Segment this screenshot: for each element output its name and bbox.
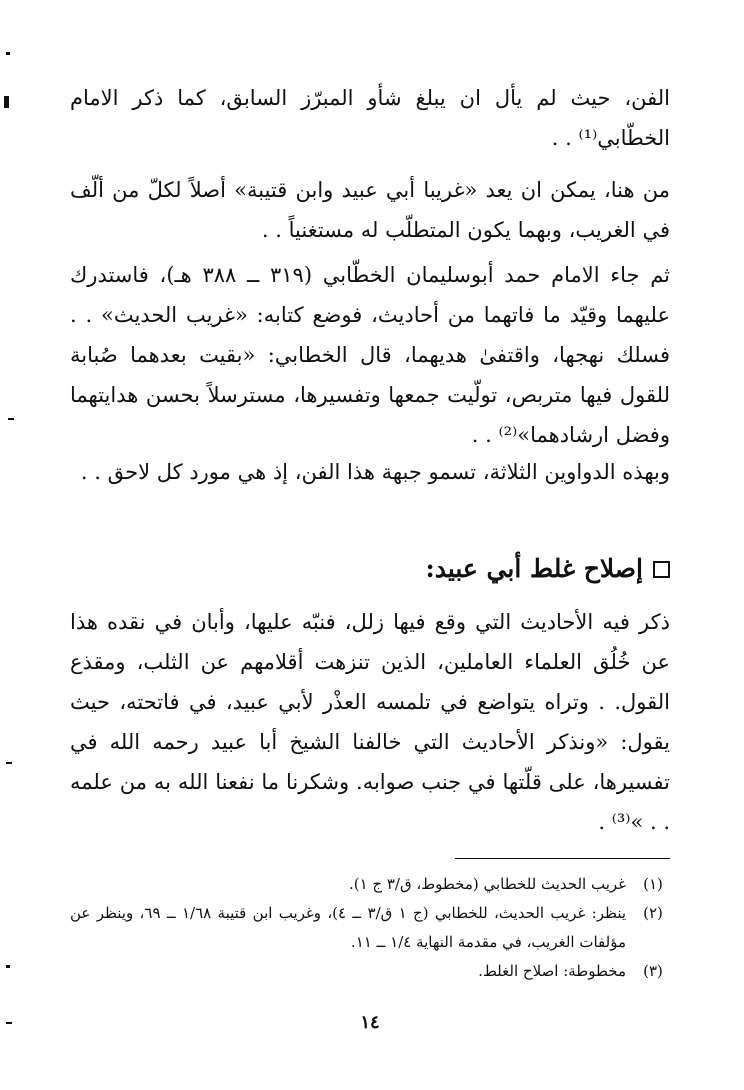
scan-mark [6, 52, 10, 55]
square-bullet-icon [653, 561, 670, 578]
footnote [70, 870, 670, 899]
footnote [70, 899, 670, 957]
footnote-number: (٢) [643, 904, 663, 922]
footnote-text: غريب الحديث للخطابي (مخطوط، ق/٣ ج ١). [348, 875, 626, 893]
footnote-number: (١) [643, 875, 663, 893]
paragraph: الفن، حيث لم يأل ان يبلغ شأو المبرّز السابق، كما ذكر الامام الخطّابي⁽¹⁾ . . [70, 86, 670, 150]
paragraph: من هنا، يمكن ان يعد «غريبا أبي عبيد وابن قتيبة» أصلاً لكلّ من ألّف في الغريب، وبهما يكون المتطلّب له مستغنياً . . [70, 178, 670, 242]
scan-mark [6, 965, 10, 968]
scan-mark [4, 96, 9, 108]
book-page [70, 70, 671, 1033]
footnote-text: ينظر: غريب الحديث، للخطابي (ج ١ ق/٣ ــ ٤)، وغريب ابن قتيبة ١/٦٨ ــ ٦٩، وينظر عن مؤلفات الغريب، في مقدمة النهاية ١/٤ ــ ١١. [70, 904, 627, 951]
scan-mark [6, 762, 12, 764]
footnotes [70, 870, 670, 986]
footnote-divider [455, 858, 670, 859]
footnote [70, 957, 670, 986]
page-number: ١٤ [360, 1012, 380, 1033]
scan-mark [8, 418, 14, 420]
footnote-number: (٣) [643, 962, 663, 980]
section-heading [70, 545, 670, 593]
section-heading-text: إصلاح غلط أبي عبيد: [425, 554, 643, 583]
footnote-text: مخطوطة: اصلاح الغلط. [478, 962, 626, 980]
paragraph: وبهذه الدواوين الثلاثة، تسمو جبهة هذا الفن، إذ هي مورد كل لاحق . . [80, 460, 670, 484]
paragraph: ذكر فيه الأحاديث التي وقع فيها زلل، فنبّه عليها، وأبان في نقده هذا عن خُلُق العلماء العاملين، الذين تنزهت أقلامهم عن الثلب، ومقذع القول. . وتراه يتواضع في تلمسه العذْر لأبي عبيد، في فاتحته، حيث يقول: «ونذكر الأحاديث التي خالفنا الشيخ أبا عبيد رحمه الله في تفسيرها، على قلّتها في جنب صوابه. وشكرنا ما نفعنا الله به من علمه . . »⁽³⁾ . [70, 610, 670, 834]
scan-mark [6, 1022, 12, 1024]
paragraph: ثم جاء الامام حمد أبوسليمان الخطّابي (٣١٩ ــ ٣٨٨ هـ)، فاستدرك عليهما وقيّد ما فاتهما من أحاديث، فوضع كتابه: «غريب الحديث» . . فسلك نهجها، واقتفىٰ هديهما، قال الخطابي: «بقيت بعدهما صُبابة للقول فيها متربص، تولّيت جمعها وتفسيرها، مسترسلاً بحسن هدايتهما وفضل ارشادهما»⁽²⁾ . . [70, 263, 671, 447]
